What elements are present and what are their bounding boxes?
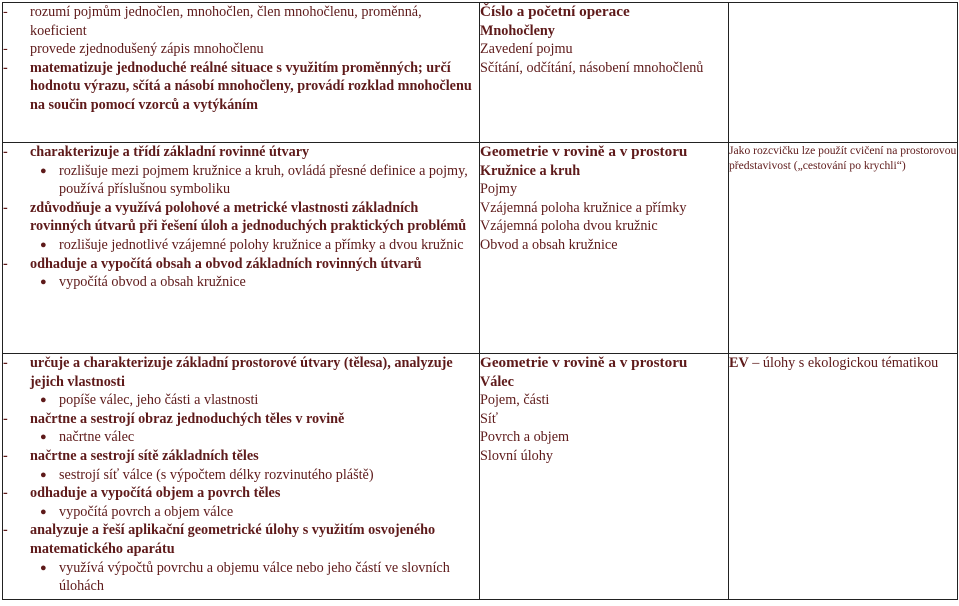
bullet-icon: ● xyxy=(40,394,47,407)
topic-title: Válec xyxy=(480,373,514,390)
content-item: Vzájemná poloha kružnice a přímky xyxy=(480,199,687,216)
bullet-line: ● popíše válec, jeho části a vlastnosti xyxy=(40,392,259,409)
bullet-icon: ● xyxy=(40,505,47,518)
topic-title: Kružnice a kruh xyxy=(480,162,581,179)
section-heading: Geometrie v rovině a v prostoru xyxy=(480,354,688,371)
content-item: Zavedení pojmu xyxy=(480,41,573,58)
note-cell xyxy=(729,143,958,354)
bullet-icon: ● xyxy=(40,238,47,251)
content-cell xyxy=(480,143,729,354)
note-text: Jako rozcvičku lze použít cvičení na prostorovou představivost („cestování po krychli“) xyxy=(729,144,957,172)
content-item: Sčítání, odčítání, násobení mnohočlenů xyxy=(480,59,704,76)
content-cell xyxy=(480,3,729,143)
outcome-line: - provede zjednodušený zápis mnohočlenu xyxy=(3,41,264,58)
outcome-line: - odhaduje a vypočítá objem a povrch těles xyxy=(3,485,281,502)
outcome-line: - odhaduje a vypočítá obsah a obvod základních rovinných útvarů xyxy=(3,255,422,272)
bullet-line: ● načrtne válec xyxy=(40,429,135,446)
bullet-icon: ● xyxy=(40,561,47,574)
content-item: Síť xyxy=(480,410,498,427)
bullet-line: ● využívá výpočtů povrchu a objemu válce nebo jeho částí ve slovních úlohách xyxy=(40,559,450,595)
bullet-line: ● vypočítá povrch a objem válce xyxy=(40,503,234,520)
note-text: EV – úlohy s ekologickou tématikou xyxy=(729,355,939,371)
outcome-line: - určuje a charakterizuje základní prostorové útvary (tělesa), analyzuje jejich vlastnosti xyxy=(3,355,453,390)
content-item: Pojem, části xyxy=(480,392,550,409)
section-heading: Geometrie v rovině a v prostoru xyxy=(480,143,688,160)
content-item: Slovní úlohy xyxy=(480,447,553,464)
bullet-icon: ● xyxy=(40,468,47,481)
section-heading: Číslo a početní operace xyxy=(480,3,630,20)
ev-label: EV xyxy=(729,355,749,371)
bullet-line: ● sestrojí síť válce (s výpočtem délky rozvinutého pláště) xyxy=(40,466,374,483)
outcome-line: - zdůvodňuje a využívá polohové a metrické vlastnosti základních rovinných útvarů při řešení úloh a jednoduchých praktických problémů xyxy=(3,199,467,235)
outcomes-cell xyxy=(3,354,480,600)
table-row xyxy=(3,354,958,600)
outcome-line: - načrtne a sestrojí sítě základních těles xyxy=(3,447,259,464)
content-item: Obvod a obsah kružnice xyxy=(480,236,618,253)
outcome-line: - analyzuje a řeší aplikační geometrické úlohy s využitím osvojeného matematického aparátu xyxy=(3,522,436,557)
outcomes-cell xyxy=(3,143,480,354)
outcomes-cell xyxy=(3,3,480,143)
outcome-line: - matematizuje jednoduché reálné situace s využitím proměnných; určí hodnotu výrazu, sčítá a násobí mnohočleny, provádí rozklad mnohočlenu na součin pomocí vzorců a vytýkáním xyxy=(3,59,472,113)
bullet-icon: ● xyxy=(40,164,47,177)
outcome-line: - charakterizuje a třídí základní rovinné útvary xyxy=(3,144,310,160)
table-row xyxy=(3,3,958,143)
outcome-line: - rozumí pojmům jednočlen, mnohočlen, člen mnohočlenu, proměnná, koeficient xyxy=(3,4,422,39)
outcome-line: - načrtne a sestrojí obraz jednoduchých těles v rovině xyxy=(3,410,345,427)
content-cell xyxy=(480,354,729,600)
bullet-line: ● vypočítá obvod a obsah kružnice xyxy=(40,274,246,291)
content-item: Povrch a objem xyxy=(480,429,570,446)
bullet-line: ● rozlišuje jednotlivé vzájemné polohy kružnice a přímky a dvou kružnic xyxy=(40,236,464,253)
topic-title: Mnohočleny xyxy=(480,22,555,39)
curriculum-table xyxy=(2,2,958,600)
content-item: Vzájemná poloha dvou kružnic xyxy=(480,218,658,235)
note-cell xyxy=(729,354,958,600)
table-row xyxy=(3,143,958,354)
bullet-icon: ● xyxy=(40,431,47,444)
bullet-icon: ● xyxy=(40,276,47,289)
bullet-line: ● rozlišuje mezi pojmem kružnice a kruh, ovládá přesné definice a pojmy, používá příslušnou symboliku xyxy=(40,162,468,198)
note-cell xyxy=(729,3,958,143)
content-item: Pojmy xyxy=(480,181,518,198)
